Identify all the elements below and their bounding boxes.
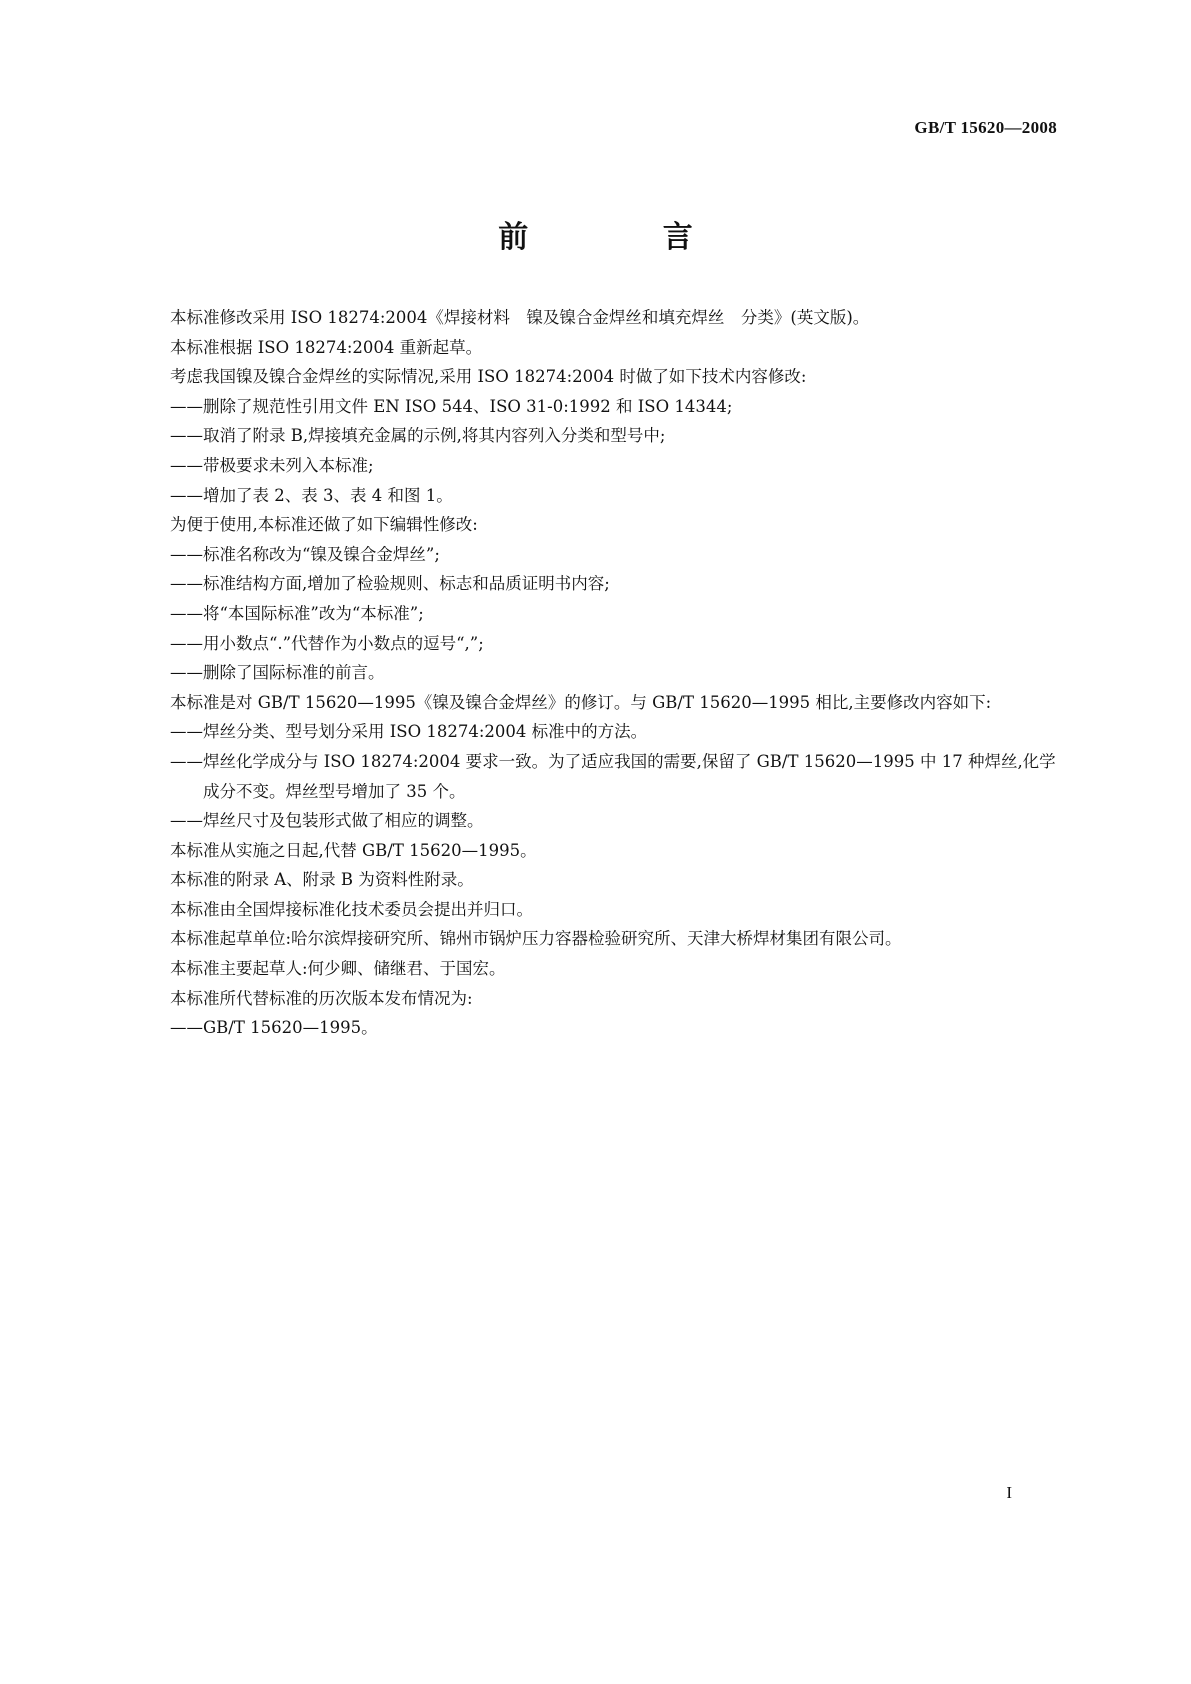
paragraph-adoption: 本标准修改采用 ISO 18274:2004《焊接材料 镍及镍合金焊丝和填充焊丝 分类》(英文版)。 [170, 308, 870, 327]
list-item-technical-change: ——带极要求未列入本标准; [170, 455, 374, 475]
list-item-revision-change: ——焊丝化学成分与 ISO 18274:2004 要求一致。为了适应我国的需要,保留了 GB/T 15620—1995 中 17 种焊丝,化学成分不变。焊丝型号增加了 35 个。 [170, 751, 1056, 801]
paragraph-history-intro: 本标准所代替标准的历次版本发布情况为: [170, 988, 473, 1008]
list-item-editorial-change: ——将“本国际标准”改为“本标准”; [170, 603, 424, 623]
page-number: I [1006, 1483, 1012, 1502]
paragraph-proposer: 本标准由全国焊接标准化技术委员会提出并归口。 [170, 899, 533, 919]
list-item-technical-change: ——删除了规范性引用文件 EN ISO 544、ISO 31-0:1992 和 ISO 14344; [170, 396, 733, 416]
list-item-revision-change: ——焊丝分类、型号划分采用 ISO 18274:2004 标准中的方法。 [170, 722, 648, 742]
paragraph-replacement: 本标准从实施之日起,代替 GB/T 15620—1995。 [170, 840, 537, 860]
list-item-editorial-change: ——删除了国际标准的前言。 [170, 663, 385, 683]
paragraph-editorial-intro: 为便于使用,本标准还做了如下编辑性修改: [170, 515, 478, 535]
paragraph-annexes: 本标准的附录 A、附录 B 为资料性附录。 [170, 870, 474, 890]
list-item-revision-change: ——焊丝尺寸及包装形式做了相应的调整。 [170, 811, 484, 831]
paragraph-revision-intro: 本标准是对 GB/T 15620—1995《镍及镍合金焊丝》的修订。与 GB/T 15620—1995 相比,主要修改内容如下: [170, 692, 992, 712]
list-item-technical-change: ——增加了表 2、表 3、表 4 和图 1。 [170, 485, 453, 505]
list-item-editorial-change: ——标准结构方面,增加了检验规则、标志和品质证明书内容; [170, 574, 610, 594]
paragraph-redrafted: 本标准根据 ISO 18274:2004 重新起草。 [170, 337, 483, 357]
paragraph-drafting-units: 本标准起草单位:哈尔滨焊接研究所、锦州市锅炉压力容器检验研究所、天津大桥焊材集团有限公司。 [170, 929, 902, 949]
list-item-history: ——GB/T 15620—1995。 [170, 1018, 378, 1038]
list-item-technical-change: ——取消了附录 B,焊接填充金属的示例,将其内容列入分类和型号中; [170, 426, 666, 446]
list-item-editorial-change: ——标准名称改为“镍及镍合金焊丝”; [170, 544, 440, 564]
page-title: 前 言 [498, 220, 755, 255]
foreword-body [137, 303, 1059, 1043]
paragraph-technical-intro: 考虑我国镍及镍合金焊丝的实际情况,采用 ISO 18274:2004 时做了如下技术内容修改: [170, 367, 807, 387]
standard-code: GB/T 15620—2008 [914, 118, 1057, 137]
list-item-editorial-change: ——用小数点“.”代替作为小数点的逗号“,”; [170, 633, 484, 653]
paragraph-drafters: 本标准主要起草人:何少卿、储继君、于国宏。 [170, 959, 506, 979]
